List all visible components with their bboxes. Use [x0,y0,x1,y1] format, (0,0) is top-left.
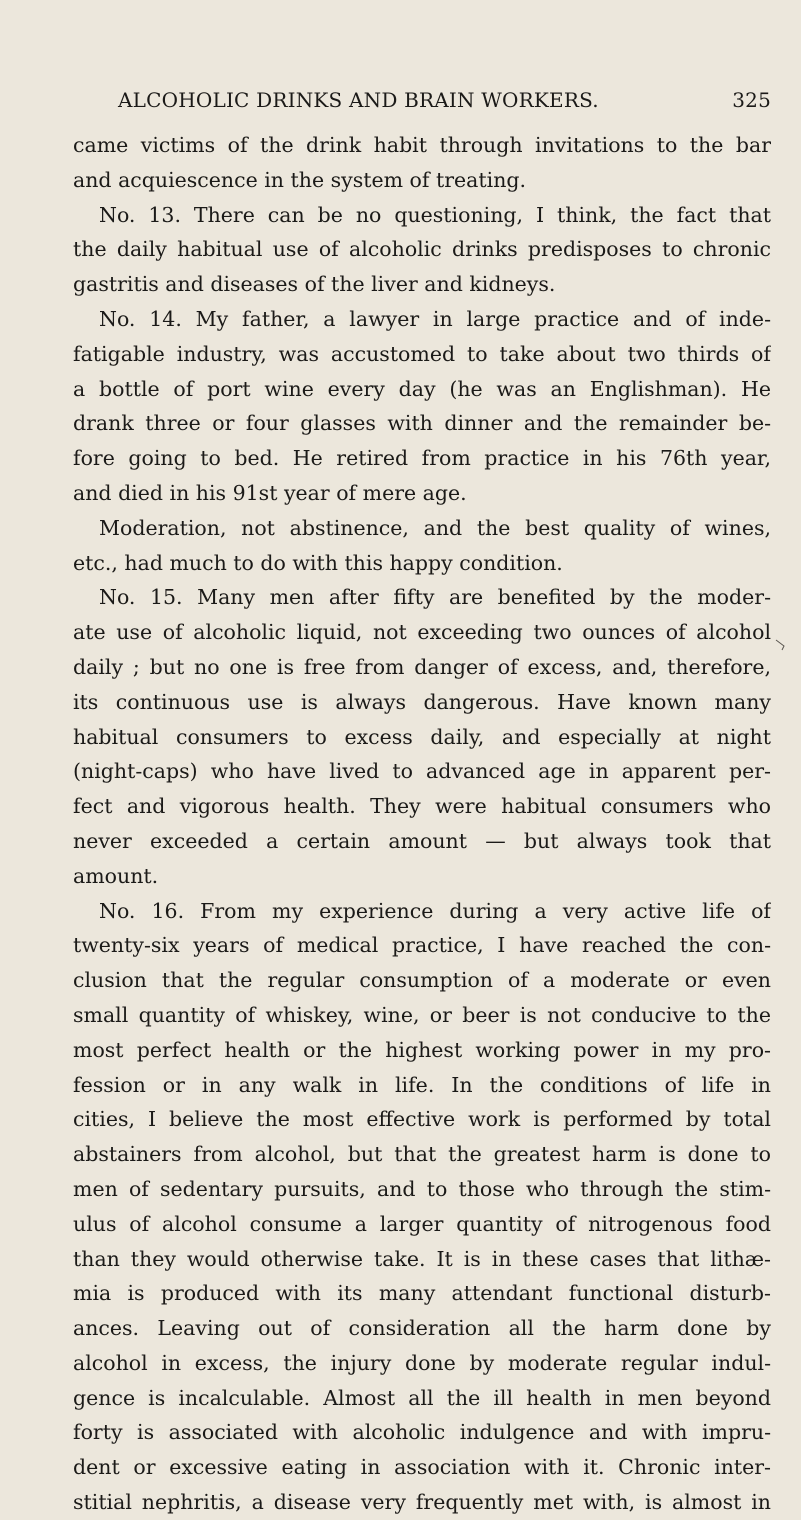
text-line: the daily habitual use of alcoholic drinks predisposes to chronic [73,237,771,262]
text-line: never exceeded a certain amount — but always took that [73,828,771,853]
text-line: cities, I believe the most effective work is performed by total [73,1107,771,1132]
text-line: alcohol in excess, the injury done by moderate regular indul- [73,1350,771,1375]
page-number: 325 [732,88,771,112]
text-line: small quantity of whiskey, wine, or beer is not conducive to the [73,1002,771,1027]
text-line: and acquiescence in the system of treating. [73,167,527,192]
text-line: came victims of the drink habit through invitations to the bar [73,133,771,157]
text-line: Moderation, not abstinence, and the best quality of wines, [99,515,771,540]
text-line: gence is incalculable. Almost all the ill health in men beyond [73,1385,771,1410]
text-line: amount. [73,863,159,888]
body-text [73,128,771,1520]
text-line: stitial nephritis, a disease very frequently met with, is almost in [73,1490,771,1515]
running-head [118,88,771,116]
text-line: etc., had much to do with this happy condition. [73,550,563,575]
text-line: drank three or four glasses with dinner and the remainder be- [73,411,771,436]
text-line: No. 14. My father, a lawyer in large practice and of inde- [99,306,771,331]
text-line: dent or excessive eating in association with it. Chronic inter- [73,1455,771,1480]
text-line: men of sedentary pursuits, and to those who through the stim- [73,1176,771,1201]
text-line: fect and vigorous health. They were habitual consumers who [73,794,771,819]
running-head-title: ALCOHOLIC DRINKS AND BRAIN WORKERS. [118,88,599,112]
text-line: a bottle of port wine every day (he was an Englishman). He [73,376,771,401]
text-line: abstainers from alcohol, but that the greatest harm is done to [73,1142,771,1167]
text-line: mia is produced with its many attendant functional disturb- [73,1281,771,1306]
text-line: ulus of alcohol consume a larger quantity of nitrogenous food [73,1211,771,1236]
text-line: fore going to bed. He retired from practice in his 76th year, [73,446,771,471]
text-line: most perfect health or the highest working power in my pro- [73,1037,771,1062]
text-line: forty is associated with alcoholic indulgence and with impru- [73,1420,771,1445]
text-line: ances. Leaving out of consideration all the harm done by [73,1316,771,1341]
text-line: (night-caps) who have lived to advanced age in apparent per- [73,759,771,784]
text-line: clusion that the regular consumption of a moderate or even [73,968,771,993]
text-line: daily ; but no one is free from danger of excess, and, therefore, [73,654,771,679]
margin-mark-icon [774,638,788,652]
text-line: fatigable industry, was accustomed to take about two thirds of [73,341,771,366]
text-line: No. 13. There can be no questioning, I think, the fact that [99,202,771,227]
text-line: twenty-six years of medical practice, I have reached the con- [73,933,771,958]
text-line: habitual consumers to excess daily, and especially at night [73,724,771,749]
text-line: ate use of alcoholic liquid, not exceeding two ounces of alcohol [73,620,771,645]
text-line: No. 16. From my experience during a very active life of [99,898,771,923]
text-line: and died in his 91st year of mere age. [73,480,467,505]
text-line: its continuous use is always dangerous. Have known many [73,689,771,714]
text-line: than they would otherwise take. It is in these cases that lithæ- [73,1246,771,1271]
text-line: No. 15. Many men after fifty are benefited by the moder- [99,585,771,610]
text-line: fession or in any walk in life. In the conditions of life in [73,1072,771,1097]
text-line: gastritis and diseases of the liver and kidneys. [73,272,556,297]
